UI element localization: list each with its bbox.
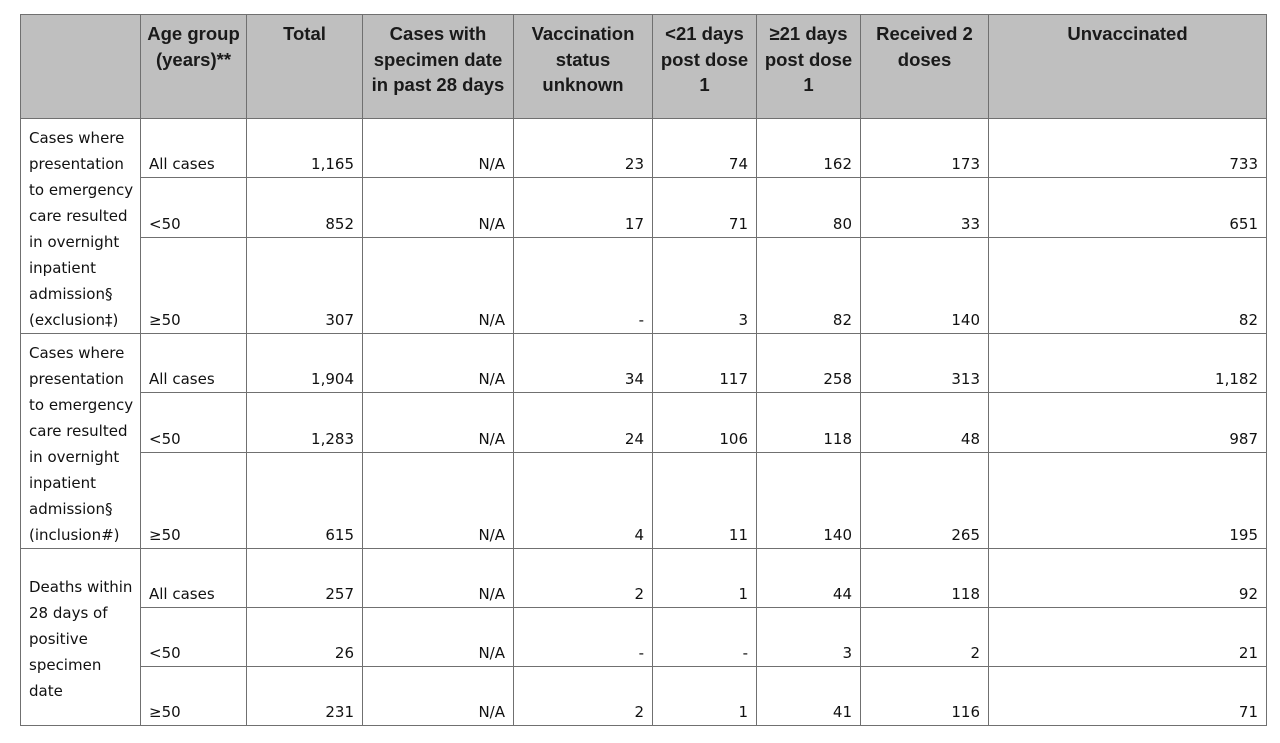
unvaccinated-cell: 21 bbox=[989, 608, 1267, 667]
two-doses-cell: 140 bbox=[861, 237, 989, 333]
age-cell: All cases bbox=[141, 119, 247, 178]
total-cell: 615 bbox=[247, 452, 363, 548]
past28-cell: N/A bbox=[363, 452, 514, 548]
header-unvaccinated: Unvaccinated bbox=[989, 15, 1267, 119]
two-doses-cell: 173 bbox=[861, 119, 989, 178]
header-past-28-days: Cases with specimen date in past 28 days bbox=[363, 15, 514, 119]
unknown-cell: 34 bbox=[514, 334, 653, 393]
group-label-exclusion: Cases where presentation to emergency care resulted in overnight inpatient admission§ (exclusion‡) bbox=[21, 119, 141, 334]
unknown-cell: - bbox=[514, 608, 653, 667]
unknown-cell: 2 bbox=[514, 549, 653, 608]
unknown-cell: 23 bbox=[514, 119, 653, 178]
lt21-cell: 1 bbox=[653, 667, 757, 726]
total-cell: 1,165 bbox=[247, 119, 363, 178]
two-doses-cell: 116 bbox=[861, 667, 989, 726]
past28-cell: N/A bbox=[363, 393, 514, 452]
table-row bbox=[21, 667, 1267, 726]
table-row bbox=[21, 452, 1267, 548]
unvaccinated-cell: 71 bbox=[989, 667, 1267, 726]
unvaccinated-cell: 1,182 bbox=[989, 334, 1267, 393]
age-cell: ≥50 bbox=[141, 667, 247, 726]
total-cell: 1,283 bbox=[247, 393, 363, 452]
age-cell: All cases bbox=[141, 549, 247, 608]
age-cell: All cases bbox=[141, 334, 247, 393]
header-row bbox=[21, 15, 1267, 119]
unknown-cell: - bbox=[514, 237, 653, 333]
two-doses-cell: 48 bbox=[861, 393, 989, 452]
header-two-doses: Received 2 doses bbox=[861, 15, 989, 119]
age-cell: ≥50 bbox=[141, 452, 247, 548]
unknown-cell: 2 bbox=[514, 667, 653, 726]
two-doses-cell: 313 bbox=[861, 334, 989, 393]
past28-cell: N/A bbox=[363, 549, 514, 608]
table-row bbox=[21, 119, 1267, 178]
lt21-cell: 106 bbox=[653, 393, 757, 452]
ge21-cell: 162 bbox=[757, 119, 861, 178]
unknown-cell: 4 bbox=[514, 452, 653, 548]
ge21-cell: 41 bbox=[757, 667, 861, 726]
header-total: Total bbox=[247, 15, 363, 119]
header-status-unknown: Vaccination status unknown bbox=[514, 15, 653, 119]
total-cell: 26 bbox=[247, 608, 363, 667]
past28-cell: N/A bbox=[363, 178, 514, 237]
ge21-cell: 258 bbox=[757, 334, 861, 393]
header-blank bbox=[21, 15, 141, 119]
table-body bbox=[21, 119, 1267, 726]
age-cell: <50 bbox=[141, 393, 247, 452]
total-cell: 257 bbox=[247, 549, 363, 608]
unknown-cell: 24 bbox=[514, 393, 653, 452]
ge21-cell: 3 bbox=[757, 608, 861, 667]
lt21-cell: 3 bbox=[653, 237, 757, 333]
lt21-cell: 117 bbox=[653, 334, 757, 393]
total-cell: 307 bbox=[247, 237, 363, 333]
ge21-cell: 82 bbox=[757, 237, 861, 333]
ge21-cell: 44 bbox=[757, 549, 861, 608]
two-doses-cell: 265 bbox=[861, 452, 989, 548]
lt21-cell: - bbox=[653, 608, 757, 667]
lt21-cell: 11 bbox=[653, 452, 757, 548]
group-label-inclusion: Cases where presentation to emergency care resulted in overnight inpatient admission§ (inclusion#) bbox=[21, 334, 141, 549]
group-label-deaths: Deaths within 28 days of positive specimen date bbox=[21, 549, 141, 726]
unvaccinated-cell: 195 bbox=[989, 452, 1267, 548]
unvaccinated-cell: 733 bbox=[989, 119, 1267, 178]
two-doses-cell: 118 bbox=[861, 549, 989, 608]
past28-cell: N/A bbox=[363, 334, 514, 393]
unvaccinated-cell: 651 bbox=[989, 178, 1267, 237]
past28-cell: N/A bbox=[363, 667, 514, 726]
table-row bbox=[21, 178, 1267, 237]
lt21-cell: 74 bbox=[653, 119, 757, 178]
total-cell: 852 bbox=[247, 178, 363, 237]
total-cell: 231 bbox=[247, 667, 363, 726]
past28-cell: N/A bbox=[363, 119, 514, 178]
unvaccinated-cell: 987 bbox=[989, 393, 1267, 452]
past28-cell: N/A bbox=[363, 237, 514, 333]
header-ge21-days: ≥21 days post dose 1 bbox=[757, 15, 861, 119]
table-row bbox=[21, 549, 1267, 608]
lt21-cell: 71 bbox=[653, 178, 757, 237]
table-row bbox=[21, 237, 1267, 333]
header-age-group: Age group (years)** bbox=[141, 15, 247, 119]
table-row bbox=[21, 608, 1267, 667]
vaccination-status-table bbox=[20, 14, 1267, 726]
age-cell: <50 bbox=[141, 178, 247, 237]
ge21-cell: 118 bbox=[757, 393, 861, 452]
ge21-cell: 80 bbox=[757, 178, 861, 237]
table-row bbox=[21, 334, 1267, 393]
table-row bbox=[21, 393, 1267, 452]
past28-cell: N/A bbox=[363, 608, 514, 667]
unvaccinated-cell: 82 bbox=[989, 237, 1267, 333]
age-cell: <50 bbox=[141, 608, 247, 667]
unknown-cell: 17 bbox=[514, 178, 653, 237]
unvaccinated-cell: 92 bbox=[989, 549, 1267, 608]
table-header bbox=[21, 15, 1267, 119]
total-cell: 1,904 bbox=[247, 334, 363, 393]
ge21-cell: 140 bbox=[757, 452, 861, 548]
age-cell: ≥50 bbox=[141, 237, 247, 333]
two-doses-cell: 2 bbox=[861, 608, 989, 667]
lt21-cell: 1 bbox=[653, 549, 757, 608]
header-lt21-days: <21 days post dose 1 bbox=[653, 15, 757, 119]
two-doses-cell: 33 bbox=[861, 178, 989, 237]
